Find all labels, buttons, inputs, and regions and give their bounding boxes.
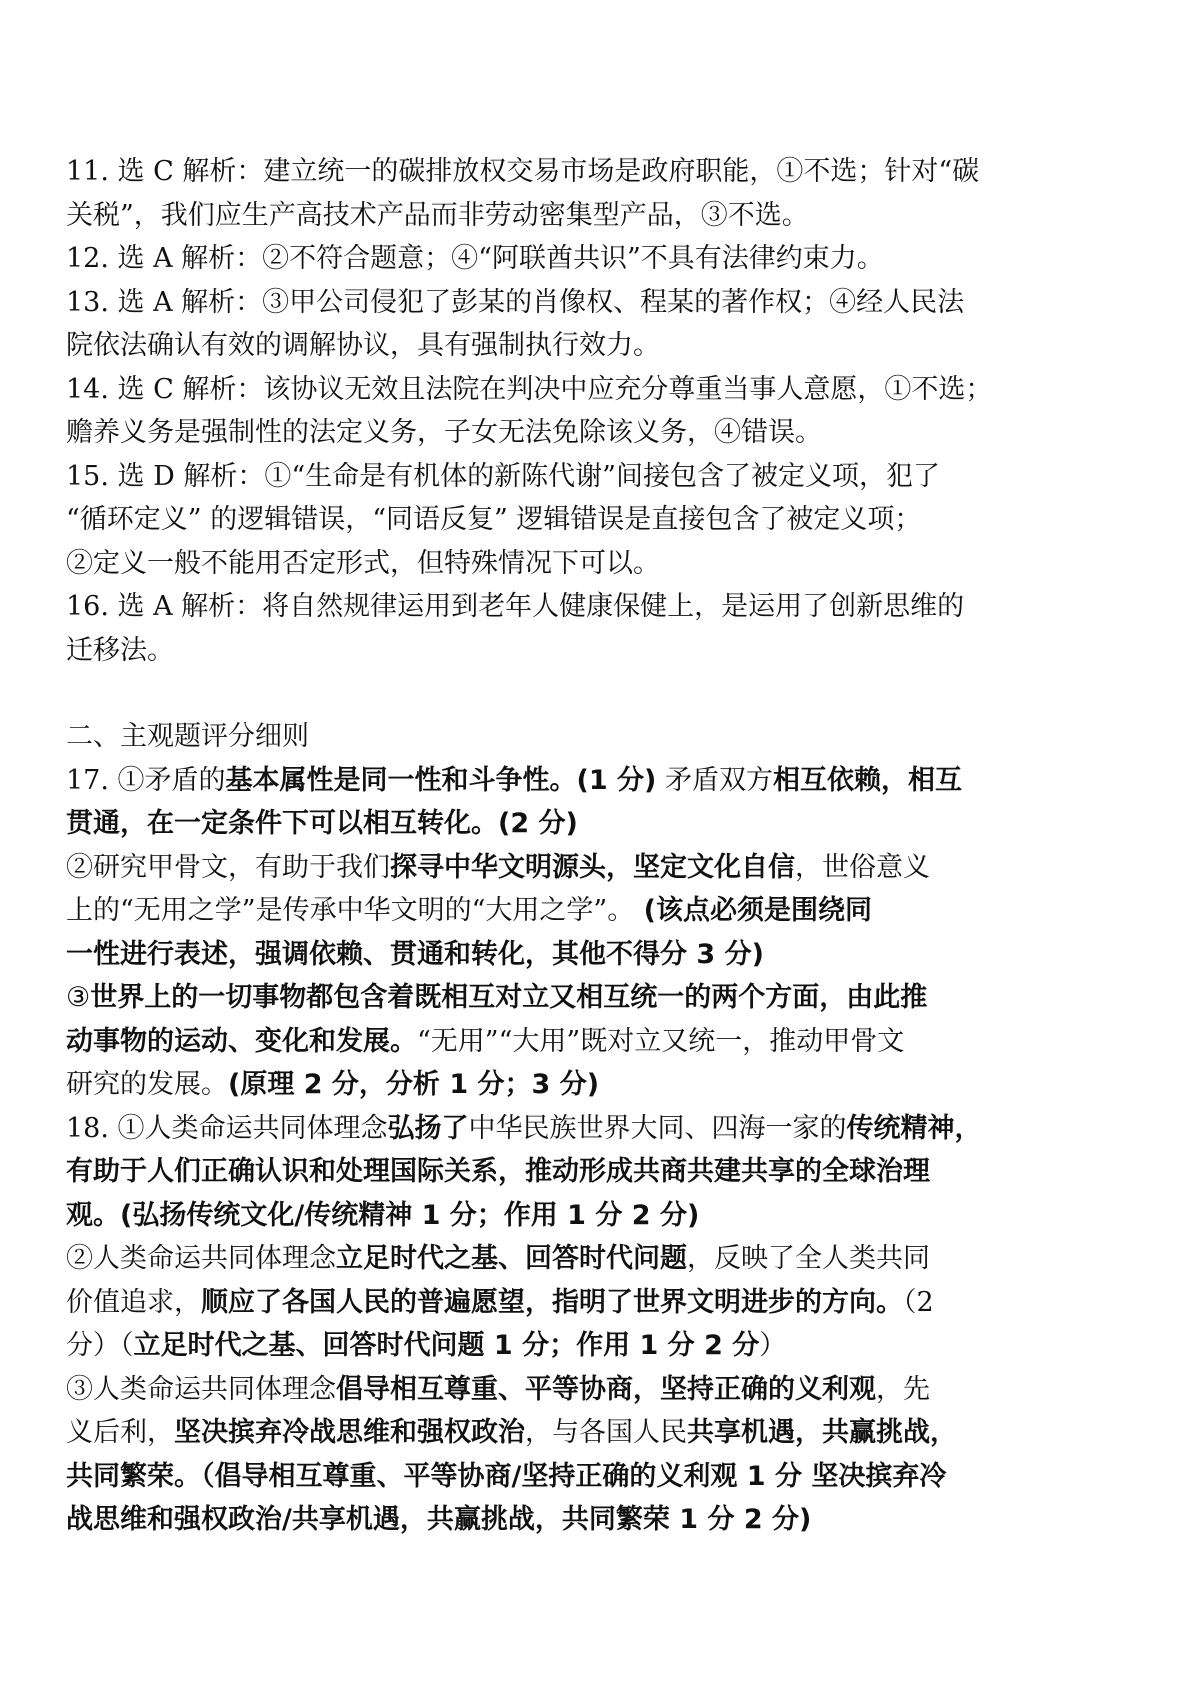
- answer-q13: [66, 281, 1095, 368]
- text-segment: “无用”“大用”既对立又统一，推动甲骨文: [417, 1025, 905, 1057]
- answer-line: [66, 1281, 1095, 1325]
- answer-line: 赡养义务是强制性的法定义务，子女无法免除该义务，④错误。: [66, 417, 822, 448]
- answer-line: [66, 1324, 1095, 1368]
- text-segment: ，反映了全人类共同: [687, 1243, 930, 1274]
- text-segment: 矛盾双方: [656, 764, 773, 796]
- answer-line: [66, 1368, 1095, 1412]
- answer-q12: [66, 237, 1095, 281]
- text-segment: 17. ①矛盾的: [66, 764, 226, 796]
- section-gap: [66, 672, 1095, 715]
- answer-q11: [66, 150, 1095, 237]
- answer-line: [66, 846, 1095, 890]
- answer-line: [66, 1107, 1095, 1151]
- answer-line: 贯通，在一定条件下可以相互转化。(2 分): [66, 808, 578, 839]
- text-segment: （2: [903, 1286, 934, 1318]
- answer-line: [66, 976, 1095, 1020]
- answer-line: 16. 选 A 解析：将自然规律运用到老年人健康保健上，是运用了创新思维的: [66, 591, 965, 622]
- objective-answers: [66, 150, 1095, 672]
- answer-line: [66, 1020, 1095, 1064]
- answer-line: 观。(弘扬传统文化/传统精神 1 分；作用 1 分 2 分): [66, 1199, 700, 1231]
- answer-line: [66, 1237, 1095, 1281]
- answer-line: 14. 选 C 解析：该协议无效且法院在判决中应充分尊重当事人意愿，①不选；: [66, 373, 993, 405]
- answer-line: 迁移法。: [66, 634, 174, 666]
- bold-segment: 坚决摈弃冷战思维和强权政治: [174, 1417, 525, 1448]
- text-segment: ③: [66, 982, 91, 1013]
- answer-line: “循环定义” 的逻辑错误，“同语反复” 逻辑错误是直接包含了被定义项；: [66, 504, 922, 535]
- answer-q14: [66, 368, 1095, 455]
- bold-segment: 顺应了各国人民的普遍愿望，指明了世界文明进步的方向。: [201, 1286, 903, 1318]
- text-segment: ，先: [876, 1373, 930, 1405]
- bold-segment: (原理 2 分，分析 1 分；3 分): [228, 1069, 600, 1100]
- answer-line: 关税”，我们应生产高技术产品而非劳动密集型产品，③不选。: [66, 199, 809, 231]
- answer-q18-point3: [66, 1368, 1095, 1542]
- text-segment: ，与各国人民: [525, 1417, 687, 1448]
- answer-line: 15. 选 D 解析：①“生命是有机体的新陈代谢”间接包含了被定义项，犯了: [66, 460, 940, 492]
- text-segment: 中华民族世界大同、四海一家的: [468, 1112, 847, 1144]
- bold-segment: 立足时代之基、回答时代问题: [336, 1243, 687, 1274]
- section-heading: 二、主观题评分细则: [66, 721, 309, 752]
- text-segment: 18. ①人类命运共同体理念: [66, 1112, 388, 1144]
- text-segment: ）: [759, 1330, 787, 1361]
- answer-line: [66, 889, 1095, 933]
- answer-q16: [66, 585, 1095, 672]
- answer-q18-point2: [66, 1237, 1095, 1368]
- answer-line: 11. 选 C 解析：建立统一的碳排放权交易市场是政府职能，①不选；针对“碳: [66, 156, 980, 187]
- bold-segment: 相互依赖，相互: [773, 764, 962, 796]
- answer-q17-point2: [66, 846, 1095, 977]
- subjective-scoring: [66, 715, 1095, 1542]
- bold-segment: 弘扬了: [387, 1112, 469, 1144]
- answer-line: 有助于人们正确认识和处理国际关系，推动形成共商共建共享的全球治理: [66, 1156, 930, 1187]
- bold-segment: 世界上的一切事物都包含着既相互对立又相互统一的两个方面，由此推: [90, 982, 928, 1013]
- bold-segment: 基本属性是同一性和斗争性。(1 分): [225, 764, 657, 796]
- bold-segment: （倡导相互尊重、平等协商/坚持正确的义利观 1 分 坚决摈弃冷: [201, 1460, 947, 1492]
- text-segment: ②人类命运共同体理念: [66, 1243, 336, 1274]
- answer-q17-point1: [66, 759, 1095, 846]
- text-segment: ，世俗意义: [795, 851, 930, 883]
- answer-line: 13. 选 A 解析：③甲公司侵犯了彭某的肖像权、程某的著作权；④经人民法: [66, 286, 965, 318]
- answer-line: 战思维和强权政治/共享机遇，共赢挑战，共同繁荣 1 分 2 分): [66, 1504, 812, 1535]
- answer-line: 院依法确认有效的调解协议，具有强制执行效力。: [66, 330, 660, 361]
- answer-line: 一性进行表述，强调依赖、贯通和转化，其他不得分 3 分): [66, 938, 764, 970]
- bold-segment: 传统精神，: [846, 1112, 982, 1144]
- answer-line: 12. 选 A 解析：②不符合题意；④“阿联酋共识”不具有法律约束力。: [66, 243, 884, 274]
- bold-segment: 动事物的运动、变化和发展。: [66, 1025, 417, 1057]
- text-segment: 价值追求，: [66, 1286, 201, 1318]
- answer-line: ②定义一般不能用否定形式，但特殊情况下可以。: [66, 547, 660, 579]
- text-segment: 分）（: [66, 1330, 134, 1361]
- answer-line: [66, 1455, 1095, 1499]
- answer-q17-point3: [66, 976, 1095, 1107]
- bold-segment: (该点必须是围绕同: [634, 895, 872, 926]
- text-segment: 研究的发展。: [66, 1069, 228, 1100]
- bold-segment: 立足时代之基、回答时代问题 1 分；作用 1 分 2 分: [133, 1330, 760, 1361]
- answer-q15: [66, 455, 1095, 586]
- text-segment: 上的“无用之学”是传承中华文明的“大用之学”。: [66, 895, 635, 926]
- bold-segment: 倡导相互尊重、平等协商，坚持正确的义利观: [336, 1373, 876, 1405]
- answer-line: [66, 1063, 1095, 1107]
- answer-q18-point1: [66, 1107, 1095, 1238]
- text-segment: ②研究甲骨文，有助于我们: [66, 851, 390, 883]
- bold-segment: 探寻中华文明源头，坚定文化自信: [390, 851, 795, 883]
- text-segment: 义后利，: [66, 1417, 174, 1448]
- bold-segment: 共享机遇，共赢挑战，: [687, 1417, 957, 1448]
- answer-line: [66, 1411, 1095, 1455]
- answer-line: [66, 759, 1095, 803]
- text-segment: ③人类命运共同体理念: [66, 1373, 336, 1405]
- bold-segment: 共同繁荣。: [66, 1460, 201, 1492]
